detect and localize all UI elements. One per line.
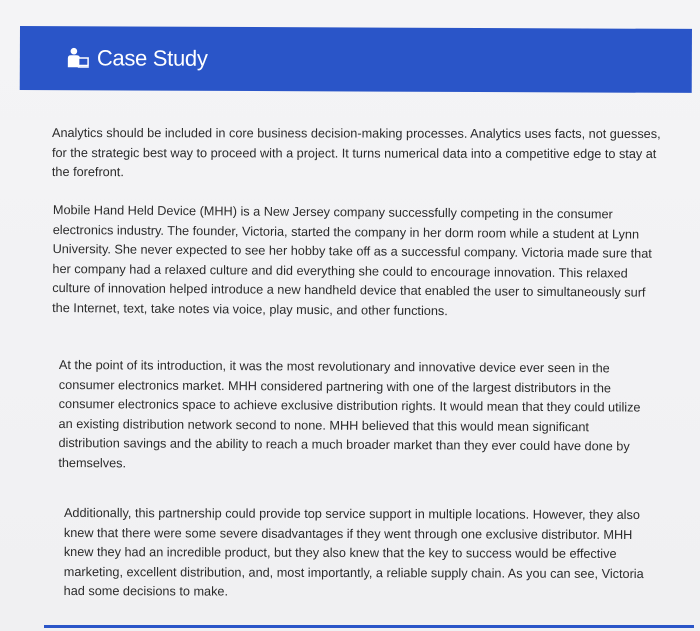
- paragraph-company-background: Mobile Hand Held Device (MHH) is a New Jersey company successfully competing in the consumer electronics industry. The founder, Victoria, started the company in her dorm room while a student at Lynn University. She never expected to see her hobby take off as a successful company. Victoria made sure that her company had a relaxed culture and did everything she could to encourage innovation. This relaxed culture of innovation helped introduce a new handheld device that enabled the user to simultaneously surf the Internet, text, take notes via voice, play music, and other functions.: [52, 202, 652, 318]
- page-title: Case Study: [96, 45, 208, 71]
- paragraph-analytics: Analytics should be included in core business decision-making processes. Analytics uses facts, not guesses, for the strategic best way to proceed with a project. It turns numerical data into a competitive edge to stay at the forefront.: [51, 126, 661, 180]
- paragraph-distribution-partnership: At the point of its introduction, it was the most revolutionary and innovative device ever seen in the consumer electronics market. MHH considered partnering with one of the largest distributors in the consumer electronics space to achieve exclusive distribution rights. It would mean that they could utilize an existing distribution network second to none. MHH believed that this would mean significant distribution savings and the ability to reach a much broader market than they ever could have done by themselves.: [58, 357, 641, 470]
- bottom-divider: [44, 625, 694, 628]
- paragraph-disadvantages: Additionally, this partnership could provide top service support in multiple locations. However, they also knew that there were some severe disadvantages if they went through one exclusive distributor. MHH knew they had an incredible product, but they also knew that the key to success would be effective marketing, excellent distribution, and, most importantly, a reliable supply chain. As you can see, Victoria had some decisions to make.: [63, 506, 644, 599]
